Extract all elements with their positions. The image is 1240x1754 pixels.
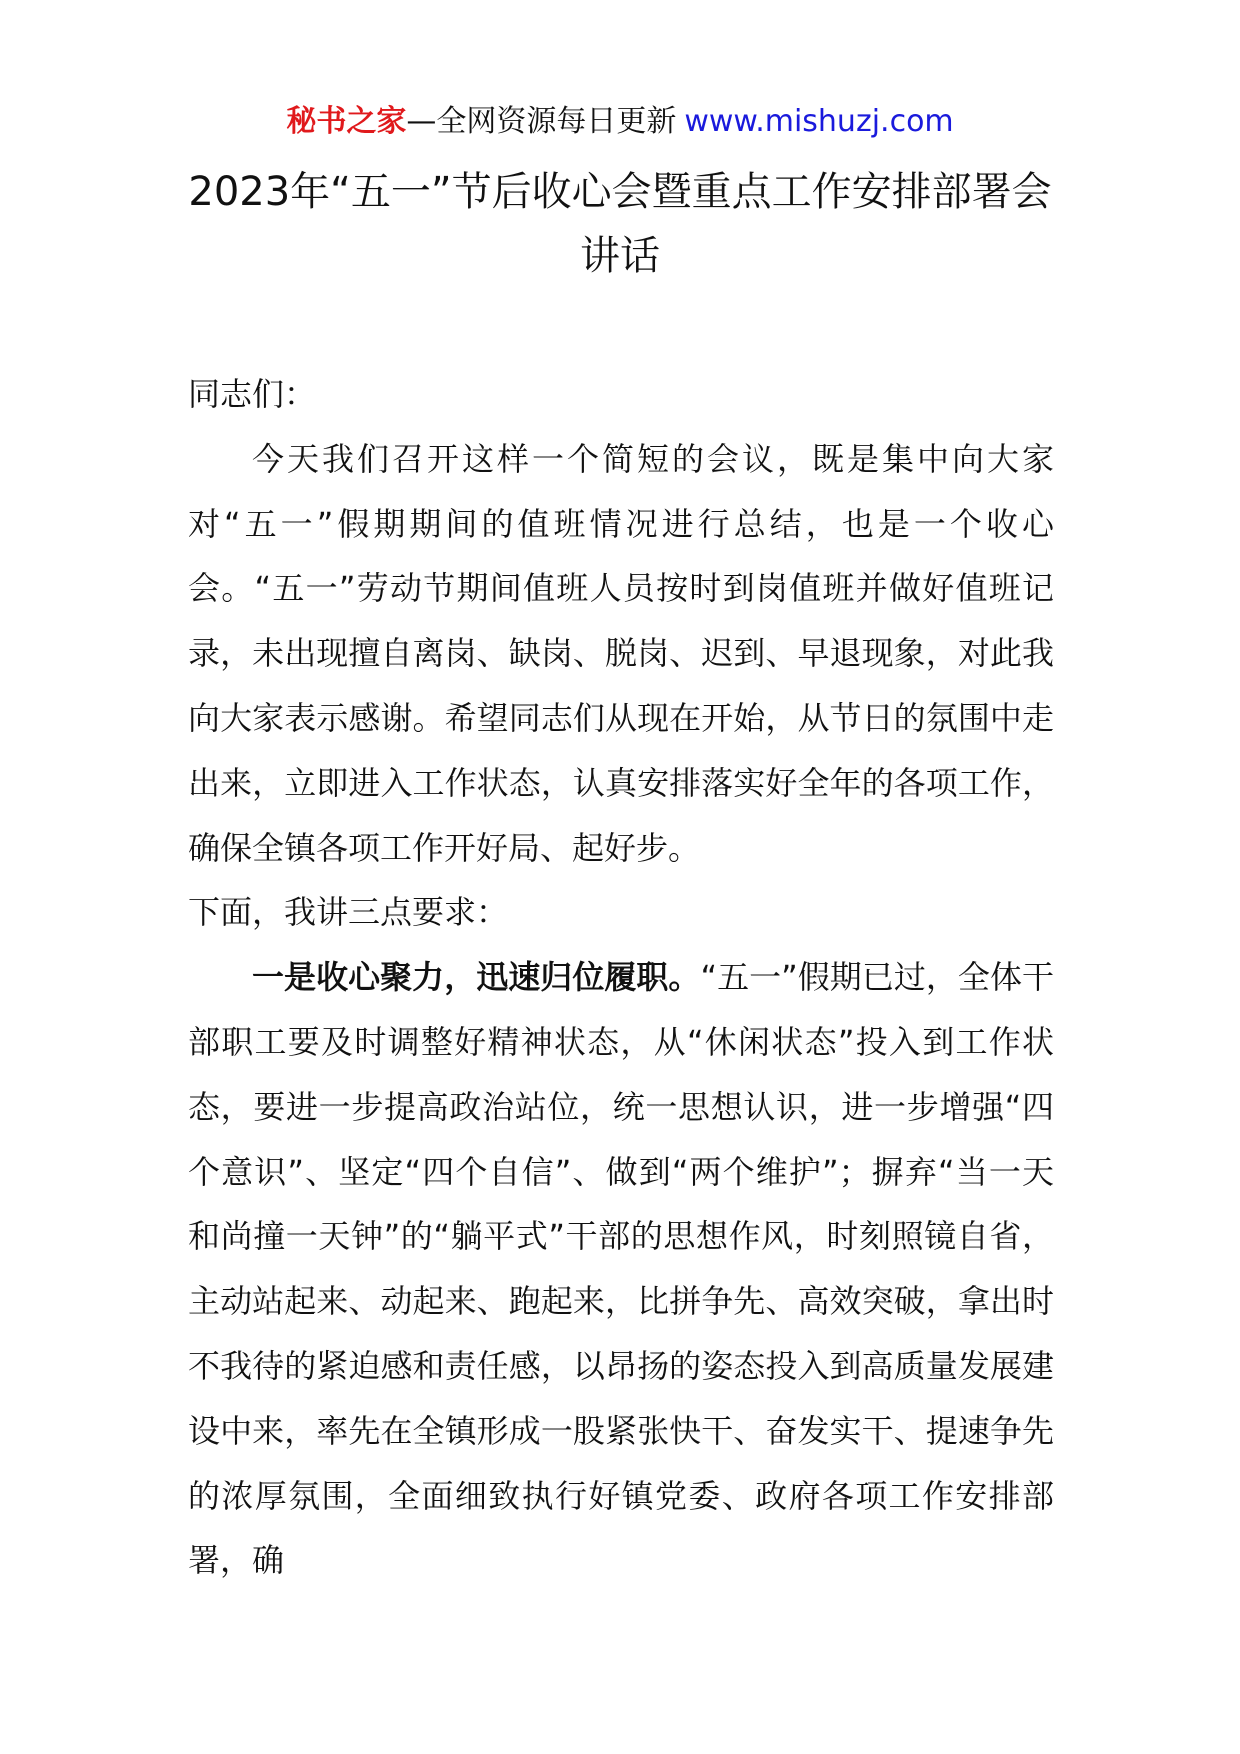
site-link[interactable]: www.mishuzj.com <box>684 104 954 139</box>
brand-name: 秘书之家 <box>286 104 407 139</box>
header-slogan: —全网资源每日更新 <box>406 104 677 139</box>
salutation: 同志们： <box>188 375 317 413</box>
document-title: 2023年“五一”节后收心会暨重点工作安排部署会讲话 <box>188 169 1052 279</box>
header-banner <box>0 100 1240 144</box>
paragraph-point-1 <box>188 945 1054 1593</box>
point-1-text: “五一”假期已过，全体干部职工要及时调整好精神状态，从“休闲状态”投入到工作状态，要进一步提高政治站位，统一思想认识，进一步增强“四个意识”、坚定“四个自信”、做到“两个维护”；摒弃“当一天和尚撞一天钟”的“躺平式”干部的思想作风，时刻照镜自省，主动站起来、动起来、跑起来，比拼争先、高效突破，拿出时不我待的紧迫感和责任感，以昂扬的姿态投入到高质量发展建设中来，率先在全镇形成一股紧张快干、奋发实干、提速争先的浓厚氛围，全面细致执行好镇党委、政府各项工作安排部署，确 <box>188 958 1054 1580</box>
point-1-heading: 一是收心聚力，迅速归位履职。 <box>252 958 701 997</box>
document-body <box>188 362 1054 1593</box>
paragraph-intro: 今天我们召开这样一个简短的会议，既是集中向大家对“五一”假期期间的值班情况进行总结，也是一个收心会。“五一”劳动节期间值班人员按时到岗值班并做好值班记录，未出现擅自离岗、缺岗、脱岗、迟到、早退现象，对此我向大家表示感谢。希望同志们从现在开始，从节日的氛围中走出来，立即进入工作状态，认真安排落实好全年的各项工作，确保全镇各项工作开好局、起好步。 <box>188 439 1054 867</box>
paragraph-requirements-intro: 下面，我讲三点要求： <box>188 893 509 932</box>
